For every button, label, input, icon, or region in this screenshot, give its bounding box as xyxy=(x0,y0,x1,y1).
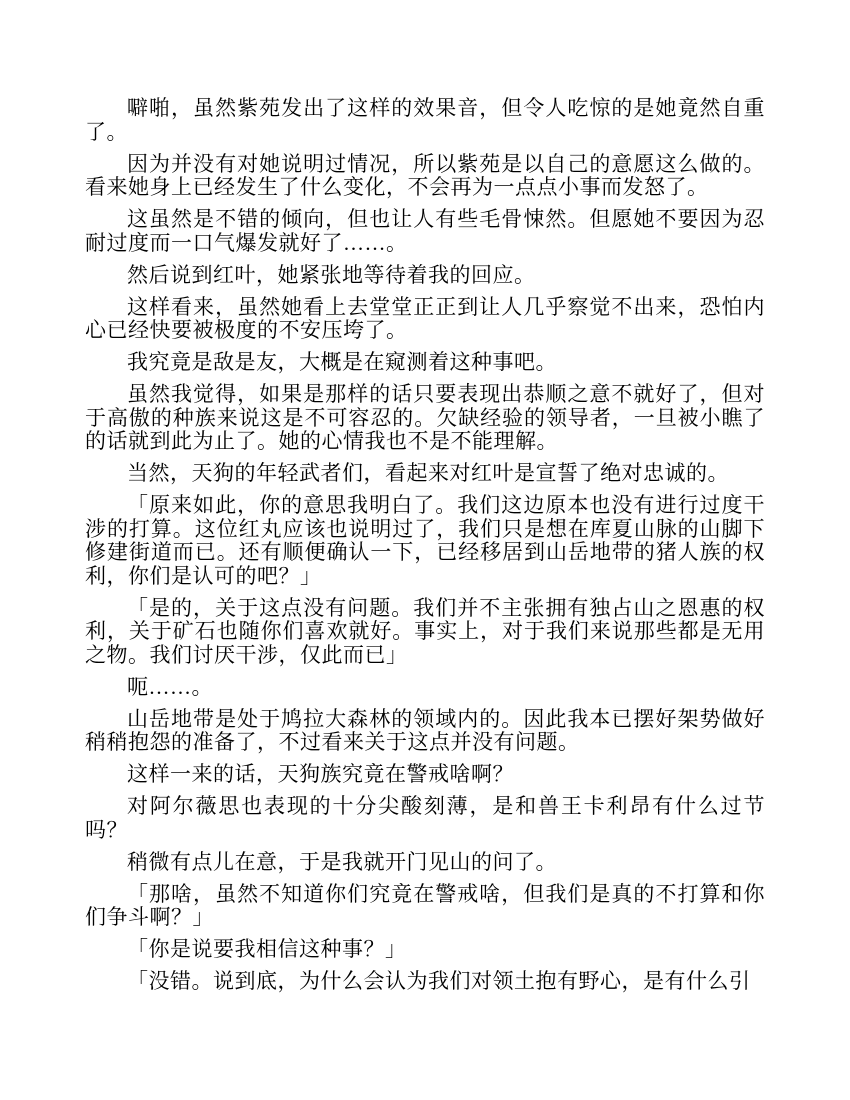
paragraph: 虽然我觉得，如果是那样的话只要表现出恭顺之意不就好了，但对于高傲的种族来说这是不可容忍的。欠缺经验的领导者，一旦被小瞧了的话就到此为止了。她的心情我也不是不能理解。 xyxy=(85,382,765,453)
paragraph: 这样一来的话，天狗族究竟在警戒啥啊？ xyxy=(127,762,514,786)
paragraph: 我究竟是敌是友，大概是在窥测着这种事吧。 xyxy=(127,350,557,374)
paragraph: 因为并没有对她说明过情况，所以紫苑是以自己的意愿这么做的。看来她身上已经发生了什么变化，不会再为一点点小事而发怒了。 xyxy=(85,151,765,199)
paragraph: 对阿尔薇思也表现的十分尖酸刻薄，是和兽王卡利昂有什么过节吗？ xyxy=(85,794,765,842)
paragraph: 「那啥，虽然不知道你们究竟在警戒啥，但我们是真的不打算和你们争斗啊？」 xyxy=(85,881,765,929)
paragraph: 「原来如此，你的意思我明白了。我们这边原本也没有进行过度干涉的打算。这位红丸应该也说明过了，我们只是想在库夏山脉的山脚下修建街道而已。还有顺便确认一下，已经移居到山岳地带的猪人族的权利，你们是认可的吧？」 xyxy=(85,493,765,588)
paragraph: 稍微有点儿在意，于是我就开门见山的问了。 xyxy=(127,849,557,874)
paragraph: 山岳地带是处于鸠拉大森林的领域内的。因此我本已摆好架势做好稍稍抱怨的准备了，不过看来关于这点并没有问题。 xyxy=(85,706,765,754)
paragraph: 噼啪，虽然紫苑发出了这样的效果音，但令人吃惊的是她竟然自重了。 xyxy=(85,96,765,144)
paragraph: 然后说到红叶，她紧张地等待着我的回应。 xyxy=(127,262,536,287)
paragraph: 这样看来，虽然她看上去堂堂正正到让人几乎察觉不出来，恐怕内心已经快要被极度的不安压垮了。 xyxy=(85,294,765,342)
paragraph: 「是的，关于这点没有问题。我们并不主张拥有独占山之恩惠的权利，关于矿石也随你们喜欢就好。事实上，对于我们来说那些都是无用之物。我们讨厌干涉，仅此而已」 xyxy=(85,595,765,667)
paragraph: 这虽然是不错的倾向，但也让人有些毛骨悚然。但愿她不要因为忍耐过度而一口气爆发就好了……。 xyxy=(85,207,765,255)
paragraph: 「没错。说到底，为什么会认为我们对领土抱有野心，是有什么引 xyxy=(127,969,751,993)
text-body xyxy=(85,97,765,994)
paragraph: 「你是说要我相信这种事？」 xyxy=(127,937,407,961)
paragraph: 当然，天狗的年轻武者们，看起来对红叶是宣誓了绝对忠诚的。 xyxy=(127,461,729,485)
paragraph: 呃……。 xyxy=(127,674,213,699)
